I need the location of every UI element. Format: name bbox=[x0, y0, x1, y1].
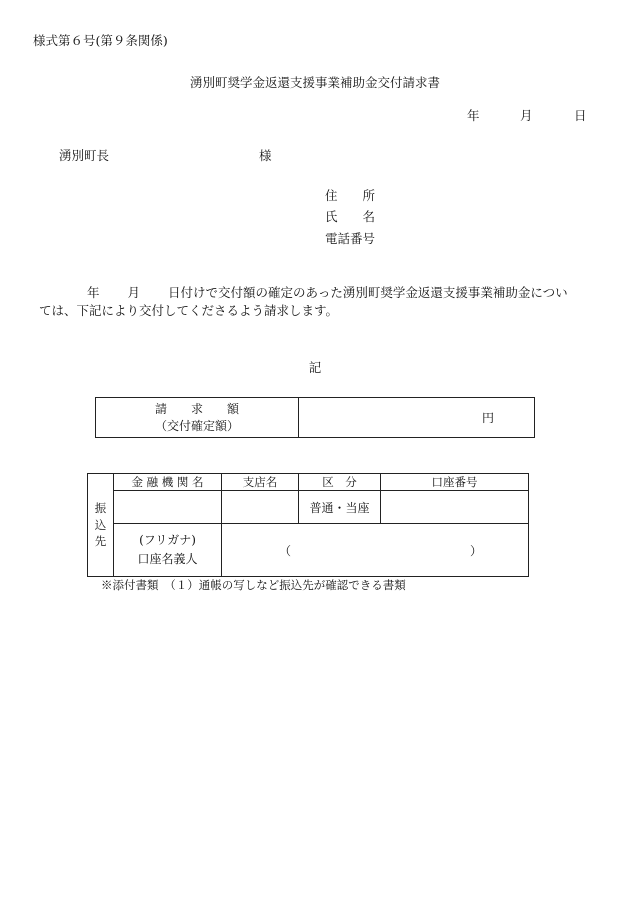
date-month-label: 月 bbox=[520, 108, 533, 123]
body-year: 年 bbox=[87, 285, 100, 300]
account-type-field[interactable]: 普通・当座 bbox=[299, 491, 381, 524]
amount-label: 請 求 額 bbox=[154, 402, 239, 417]
account-holder-field[interactable] bbox=[222, 524, 529, 577]
paren-close: ） bbox=[470, 544, 483, 558]
address-label: 住 所 bbox=[325, 188, 376, 203]
ki-heading: 記 bbox=[308, 360, 322, 375]
name-label: 氏 名 bbox=[325, 209, 376, 224]
body-text-line-2: ては、下記により交付してくださるよう請求します。 bbox=[39, 303, 339, 318]
kana-label: (フリガナ) bbox=[139, 533, 196, 548]
transfer-table bbox=[87, 473, 529, 577]
branch-header: 支店名 bbox=[222, 474, 299, 491]
attachment-note: ※添付書類 （１）通帳の写しなど振込先が確認できる書類 bbox=[101, 578, 406, 592]
amount-value-cell[interactable] bbox=[299, 398, 535, 438]
bank-name-header: 金 融 機 関 名 bbox=[114, 474, 222, 491]
phone-label: 電話番号 bbox=[325, 231, 376, 246]
bank-name-field[interactable] bbox=[114, 491, 222, 524]
account-number-header: 口座番号 bbox=[381, 474, 529, 491]
body-month: 月 bbox=[127, 285, 141, 300]
amount-unit: 円 bbox=[481, 411, 494, 425]
body-line1-rest: 日付けで交付額の確定のあった湧別町奨学金返還支援事業補助金につい bbox=[168, 285, 568, 300]
holder-label-cell bbox=[114, 524, 222, 577]
document-title: 湧別町奨学金返還支援事業補助金交付請求書 bbox=[189, 75, 440, 90]
branch-field[interactable] bbox=[222, 491, 299, 524]
date-year-label: 年 bbox=[467, 108, 480, 123]
amount-table bbox=[95, 397, 535, 438]
paren-open: （ bbox=[279, 544, 292, 558]
amount-sublabel: （交付確定額） bbox=[154, 418, 239, 433]
addressee-honorific: 様 bbox=[259, 148, 272, 163]
side-char-2: 込 bbox=[94, 517, 107, 532]
body-text-line-1 bbox=[87, 287, 568, 300]
account-type-header: 区 分 bbox=[299, 474, 381, 491]
date-day-label: 日 bbox=[574, 108, 587, 123]
side-char-1: 振 bbox=[94, 500, 107, 515]
side-char-3: 先 bbox=[94, 534, 107, 549]
form-number: 様式第６号(第９条関係) bbox=[33, 33, 168, 48]
amount-label-cell bbox=[96, 398, 299, 438]
holder-label: 口座名義人 bbox=[137, 552, 198, 566]
account-number-field[interactable] bbox=[381, 491, 529, 524]
addressee-name: 湧別町長 bbox=[59, 148, 110, 163]
transfer-side-label bbox=[88, 474, 114, 577]
